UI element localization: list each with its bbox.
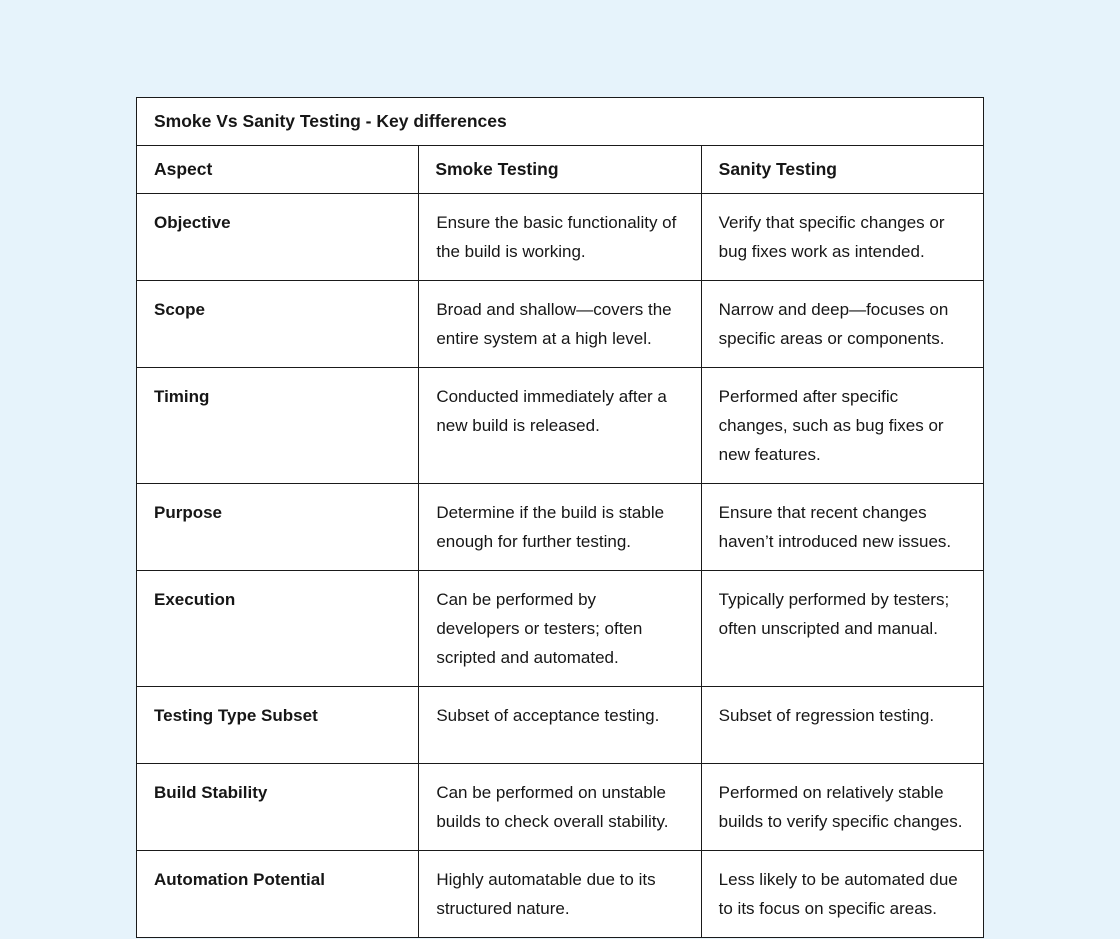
table-row-scope [137, 281, 984, 368]
smoke-cell: Conducted immediately after a new build is released. [419, 368, 701, 484]
smoke-cell: Subset of acceptance testing. [419, 687, 701, 764]
table-row-testing-type-subset [137, 687, 984, 764]
aspect-cell: Testing Type Subset [137, 687, 419, 764]
sanity-cell: Verify that specific changes or bug fixes work as intended. [701, 194, 983, 281]
table-header-row [137, 146, 984, 194]
sanity-cell: Less likely to be automated due to its focus on specific areas. [701, 851, 983, 938]
aspect-cell: Build Stability [137, 764, 419, 851]
smoke-cell: Broad and shallow—covers the entire system at a high level. [419, 281, 701, 368]
sanity-cell: Ensure that recent changes haven’t introduced new issues. [701, 484, 983, 571]
smoke-vs-sanity-table [136, 97, 984, 938]
table-title-row [137, 98, 984, 146]
aspect-cell: Purpose [137, 484, 419, 571]
aspect-cell: Scope [137, 281, 419, 368]
smoke-cell: Can be performed by developers or testers; often scripted and automated. [419, 571, 701, 687]
table-row-automation-potential [137, 851, 984, 938]
column-header-aspect: Aspect [137, 146, 419, 194]
smoke-cell: Determine if the build is stable enough for further testing. [419, 484, 701, 571]
table-row-execution [137, 571, 984, 687]
smoke-cell: Ensure the basic functionality of the build is working. [419, 194, 701, 281]
column-header-smoke-testing: Smoke Testing [419, 146, 701, 194]
sanity-cell: Subset of regression testing. [701, 687, 983, 764]
sanity-cell: Performed on relatively stable builds to verify specific changes. [701, 764, 983, 851]
table-row-build-stability [137, 764, 984, 851]
smoke-cell: Highly automatable due to its structured nature. [419, 851, 701, 938]
smoke-cell: Can be performed on unstable builds to check overall stability. [419, 764, 701, 851]
table-row-objective [137, 194, 984, 281]
sanity-cell: Typically performed by testers; often unscripted and manual. [701, 571, 983, 687]
aspect-cell: Execution [137, 571, 419, 687]
aspect-cell: Objective [137, 194, 419, 281]
table-row-purpose [137, 484, 984, 571]
sanity-cell: Narrow and deep—focuses on specific areas or components. [701, 281, 983, 368]
aspect-cell: Automation Potential [137, 851, 419, 938]
aspect-cell: Timing [137, 368, 419, 484]
column-header-sanity-testing: Sanity Testing [701, 146, 983, 194]
table-title: Smoke Vs Sanity Testing - Key differences [137, 98, 984, 146]
sanity-cell: Performed after specific changes, such as bug fixes or new features. [701, 368, 983, 484]
table-row-timing [137, 368, 984, 484]
